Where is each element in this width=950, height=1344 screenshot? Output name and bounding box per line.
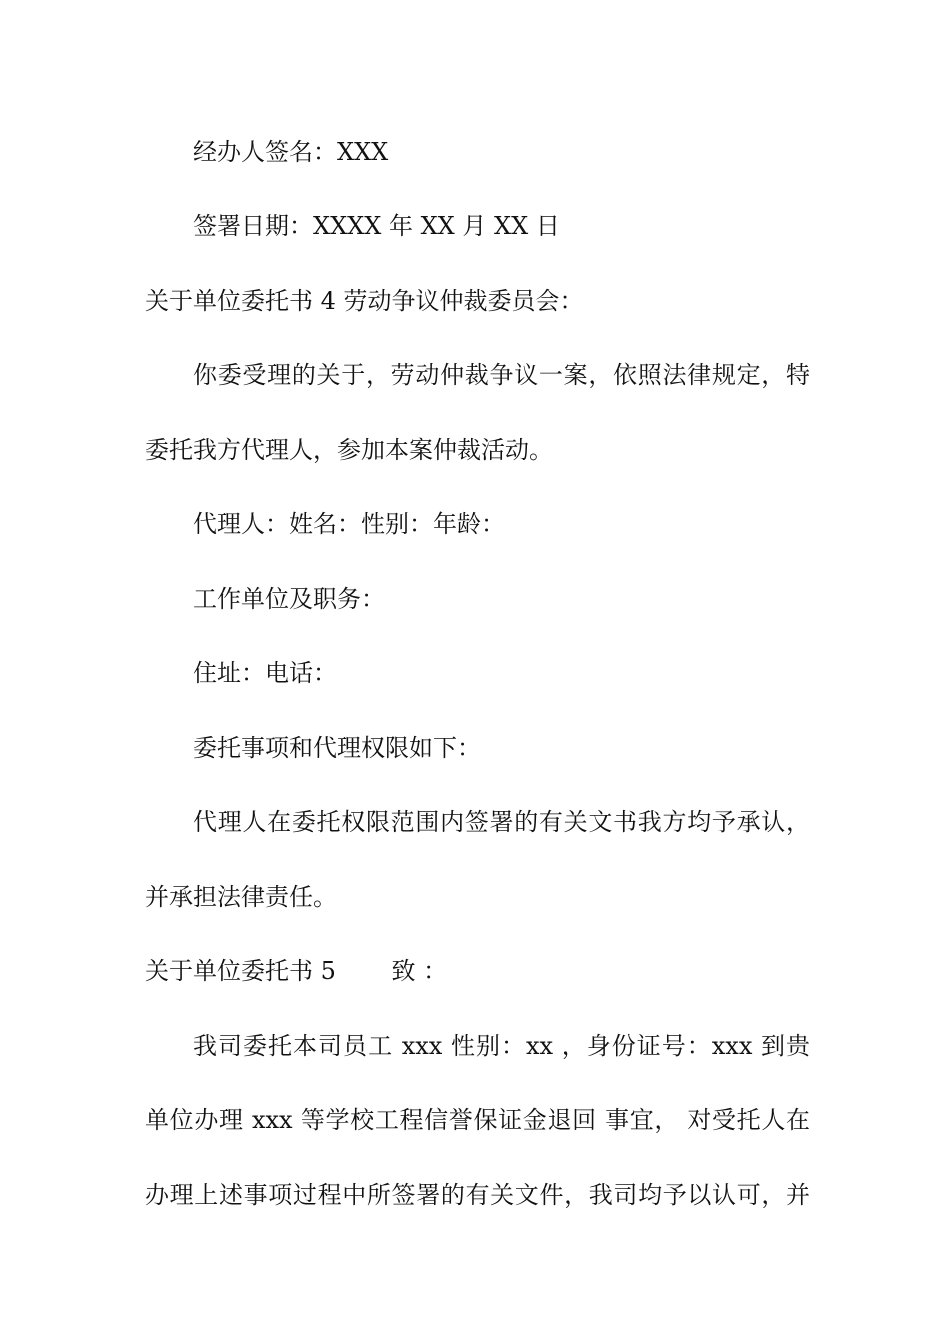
paragraph-line: 办理上述事项过程中所签署的有关文件，我司均予以认可，并 — [145, 1181, 810, 1209]
paragraph-line: 单位办理 xxx 等学校工程信誉保证金退回 事宜， 对受托人在 — [145, 1106, 810, 1134]
section-heading-5: 关于单位委托书 5 致 ： — [145, 957, 448, 985]
paragraph-line: 你委受理的关于，劳动仲裁争议一案，依照法律规定，特 — [193, 361, 810, 389]
paragraph-line: 我司委托本司员工 xxx 性别：xx ，身份证号：xxx 到贵 — [193, 1032, 810, 1060]
work-unit-line: 工作单位及职务： — [193, 585, 385, 613]
paragraph-line: 委托我方代理人，参加本案仲裁活动。 — [145, 436, 553, 464]
section-heading-4: 关于单位委托书 4 劳动争议仲裁委员会： — [145, 287, 584, 315]
handler-signature-line: 经办人签名：XXX — [193, 138, 389, 166]
agent-info-line: 代理人：姓名：性别：年龄： — [193, 510, 505, 538]
paragraph-line: 并承担法律责任。 — [145, 883, 337, 911]
paragraph-line: 代理人在委托权限范围内签署的有关文书我方均予承认， — [193, 808, 810, 836]
signing-date-line: 签署日期：XXXX 年 XX 月 XX 日 — [193, 212, 560, 240]
address-phone-line: 住址：电话： — [193, 659, 337, 687]
authority-heading-line: 委托事项和代理权限如下： — [193, 734, 481, 762]
